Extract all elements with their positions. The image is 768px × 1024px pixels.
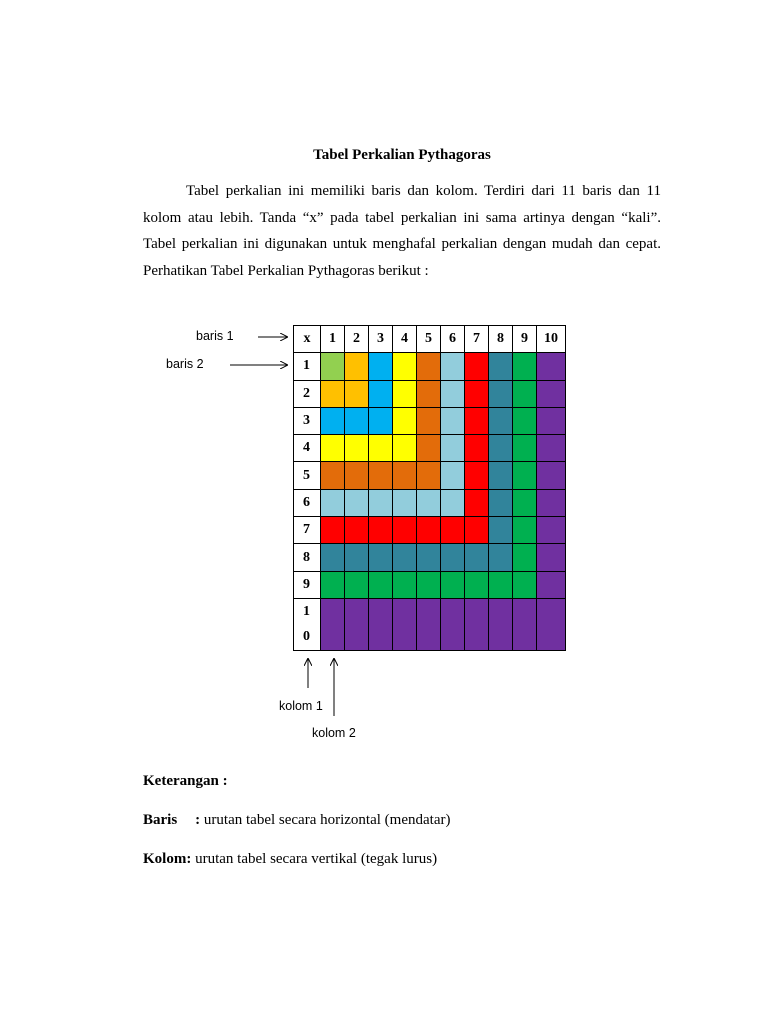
cell-r4-c1 [321,435,345,462]
cell-r1-c6 [441,353,465,380]
cell-r9-c9 [513,571,537,598]
cell-r9-c7 [465,571,489,598]
cell-r2-c5 [417,380,441,407]
col-header-5: 5 [417,326,441,353]
baris-term: Baris [143,812,178,828]
cell-r1-c1 [321,353,345,380]
kolom-term: Kolom [143,851,187,867]
cell-r5-c10 [537,462,566,489]
cell-r6-c10 [537,489,566,516]
cell-r2-c6 [441,380,465,407]
cell-r6-c2 [345,489,369,516]
keterangan-baris: Baris : urutan tabel secara horizontal (mendatar) [143,812,451,828]
cell-r3-c2 [345,407,369,434]
cell-r6-c8 [489,489,513,516]
cell-r10-c5 [417,598,441,650]
row-header-5: 5 [294,462,321,489]
cell-r8-c4 [393,544,417,571]
cell-r6-c9 [513,489,537,516]
cell-r7-c4 [393,517,417,544]
cell-r6-c1 [321,489,345,516]
row-header-6: 6 [294,489,321,516]
col-header-10: 10 [537,326,566,353]
cell-r1-c4 [393,353,417,380]
cell-r6-c7 [465,489,489,516]
cell-r5-c8 [489,462,513,489]
cell-r2-c4 [393,380,417,407]
cell-r9-c4 [393,571,417,598]
page-title: Tabel Perkalian Pythagoras [313,147,491,163]
cell-r2-c2 [345,380,369,407]
row-header-10: 1 0 [294,598,321,650]
label-baris-1: baris 1 [196,329,234,343]
cell-r3-c8 [489,407,513,434]
cell-r6-c5 [417,489,441,516]
row-header-4: 4 [294,435,321,462]
col-header-4: 4 [393,326,417,353]
cell-r10-c2 [345,598,369,650]
cell-r3-c6 [441,407,465,434]
cell-r4-c8 [489,435,513,462]
cell-r4-c7 [465,435,489,462]
row-header-1: 1 [294,353,321,380]
cell-r8-c5 [417,544,441,571]
cell-r1-c3 [369,353,393,380]
cell-r8-c1 [321,544,345,571]
row-header-3: 3 [294,407,321,434]
cell-r10-c9 [513,598,537,650]
cell-r2-c1 [321,380,345,407]
cell-r8-c10 [537,544,566,571]
cell-r7-c5 [417,517,441,544]
col-header-3: 3 [369,326,393,353]
cell-r5-c9 [513,462,537,489]
cell-r10-c4 [393,598,417,650]
cell-r8-c6 [441,544,465,571]
cell-r4-c5 [417,435,441,462]
label-kolom-2: kolom 2 [312,726,356,740]
cell-r10-c1 [321,598,345,650]
col-header-6: 6 [441,326,465,353]
cell-r5-c6 [441,462,465,489]
cell-r1-c8 [489,353,513,380]
cell-r9-c5 [417,571,441,598]
cell-r9-c10 [537,571,566,598]
col-header-2: 2 [345,326,369,353]
cell-r10-c7 [465,598,489,650]
cell-r4-c3 [369,435,393,462]
cell-r7-c3 [369,517,393,544]
cell-r4-c10 [537,435,566,462]
col-header-9: 9 [513,326,537,353]
cell-r7-c10 [537,517,566,544]
cell-r9-c1 [321,571,345,598]
cell-r3-c3 [369,407,393,434]
cell-r1-c10 [537,353,566,380]
cell-r3-c7 [465,407,489,434]
baris-desc: urutan tabel secara horizontal (mendatar) [203,812,451,828]
cell-r8-c2 [345,544,369,571]
cell-r1-c2 [345,353,369,380]
cell-r1-c5 [417,353,441,380]
cell-r1-c7 [465,353,489,380]
intro-paragraph: Tabel perkalian ini memiliki baris dan kolom. Terdiri dari 11 baris dan 11 kolom atau lebih. Tanda “x” pada tabel perkalian ini sama artinya dengan “kali”. Tabel perkalian ini digunakan untuk menghafal perkalian dengan mudah dan cepat. Perhatikan Tabel Perkalian Pythagoras berikut : [143,183,661,280]
cell-r2-c9 [513,380,537,407]
cell-r2-c3 [369,380,393,407]
cell-r5-c2 [345,462,369,489]
cell-r6-c6 [441,489,465,516]
cell-r5-c5 [417,462,441,489]
cell-r7-c9 [513,517,537,544]
cell-r4-c6 [441,435,465,462]
cell-r9-c6 [441,571,465,598]
cell-r3-c5 [417,407,441,434]
cell-r7-c1 [321,517,345,544]
label-kolom-1: kolom 1 [279,699,323,713]
cell-r7-c7 [465,517,489,544]
cell-r6-c3 [369,489,393,516]
cell-r3-c4 [393,407,417,434]
cell-r9-c3 [369,571,393,598]
row-header-7: 7 [294,517,321,544]
cell-r8-c8 [489,544,513,571]
cell-r4-c4 [393,435,417,462]
col-header-1: 1 [321,326,345,353]
cell-r5-c4 [393,462,417,489]
col-header-8: 8 [489,326,513,353]
cell-r1-c9 [513,353,537,380]
kolom-desc: urutan tabel secara vertikal (tegak lurus) [195,851,438,867]
cell-r8-c3 [369,544,393,571]
row-header-9: 9 [294,571,321,598]
row-header-8: 8 [294,544,321,571]
cell-r9-c8 [489,571,513,598]
cell-r5-c7 [465,462,489,489]
keterangan-title: Keterangan : [143,773,228,789]
cell-r9-c2 [345,571,369,598]
cell-r3-c1 [321,407,345,434]
row-header-2: 2 [294,380,321,407]
corner-cell: x [294,326,321,353]
cell-r5-c3 [369,462,393,489]
cell-r8-c9 [513,544,537,571]
cell-r2-c8 [489,380,513,407]
cell-r7-c2 [345,517,369,544]
cell-r5-c1 [321,462,345,489]
col-header-7: 7 [465,326,489,353]
cell-r7-c6 [441,517,465,544]
cell-r7-c8 [489,517,513,544]
keterangan-kolom: Kolom: urutan tabel secara vertikal (tegak lurus) [143,851,438,867]
label-baris-2: baris 2 [166,357,204,371]
cell-r2-c10 [537,380,566,407]
cell-r3-c9 [513,407,537,434]
cell-r6-c4 [393,489,417,516]
cell-r2-c7 [465,380,489,407]
cell-r3-c10 [537,407,566,434]
cell-r10-c6 [441,598,465,650]
cell-r10-c10 [537,598,566,650]
cell-r8-c7 [465,544,489,571]
cell-r4-c9 [513,435,537,462]
cell-r10-c3 [369,598,393,650]
pythagoras-table [293,325,566,651]
cell-r4-c2 [345,435,369,462]
cell-r10-c8 [489,598,513,650]
